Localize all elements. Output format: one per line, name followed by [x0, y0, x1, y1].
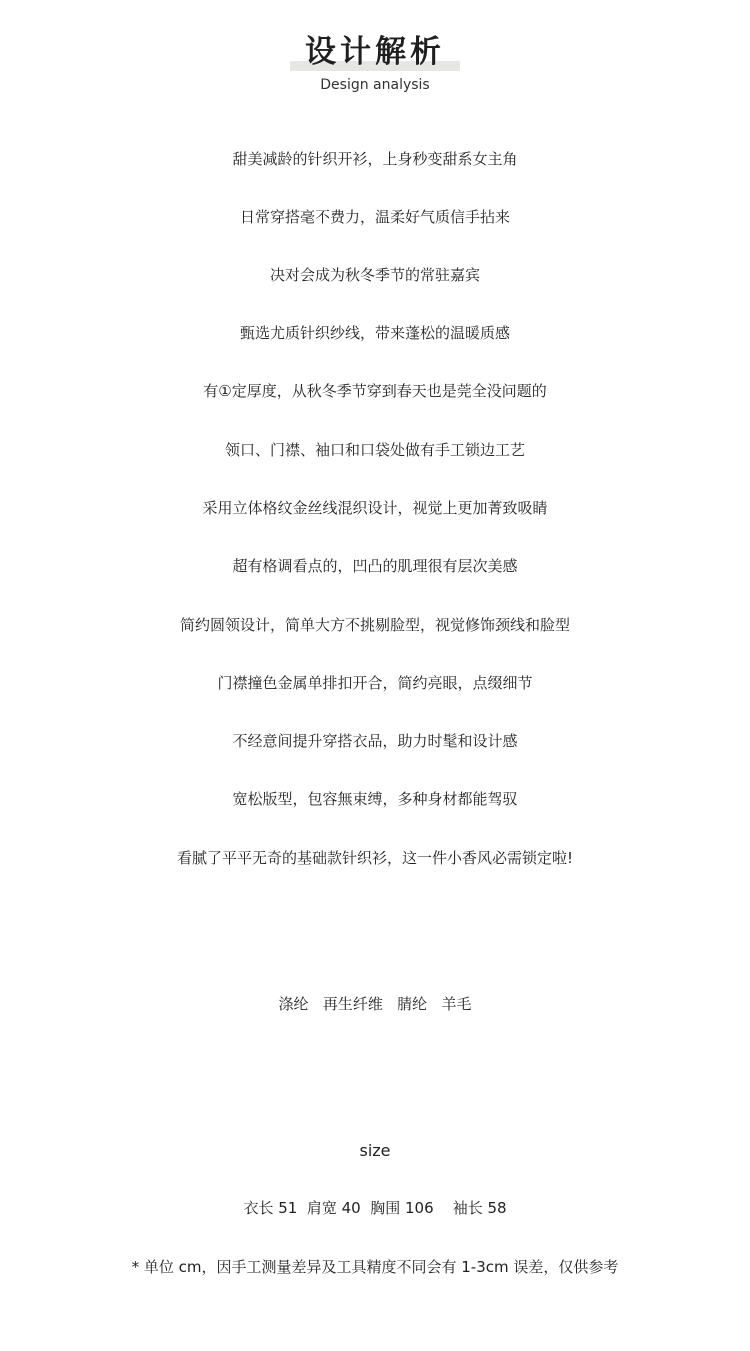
description-line: 不经意间提升穿搭衣品，助力时髦和设计感 — [232, 732, 518, 750]
size-measurements: 衣长 51 肩宽 40 胸围 106 袖长 58 — [243, 1199, 507, 1217]
measurement-note: * 单位 cm，因手工测量差异及工具精度不同会有 1-3cm 误差，仅供参考 — [131, 1258, 619, 1276]
description-line: 决对会成为秋冬季节的常驻嘉宾 — [269, 266, 480, 284]
description-line: 门襟撞色金属单排扣开合，简约亮眼，点缀细节 — [217, 674, 533, 692]
section-header — [0, 0, 750, 100]
description-line: 甄选尤质针织纱线，带来蓬松的温暖质感 — [239, 324, 510, 342]
description-line: 宽松版型，包容無束缚，多种身材都能驾驭 — [232, 790, 518, 808]
description-line: 领口、门襟、袖口和口袋处做有手工锁边工艺 — [224, 441, 525, 459]
description-line: 看腻了平平无奇的基础款针织衫，这一件小香风必需锁定啦! — [176, 849, 574, 867]
description-line: 超有格调看点的，凹凸的肌理很有层次美感 — [232, 557, 518, 575]
description-line: 甜美减龄的针织开衫，上身秒变甜系女主角 — [232, 150, 518, 168]
description-line: 有①定厚度，从秋冬季节穿到春天也是莞全没问题的 — [203, 382, 547, 400]
description-line: 日常穿搭毫不费力，温柔好气质信手拈来 — [239, 208, 510, 226]
material-composition: 涤纶 再生纤维 腈纶 羊毛 — [278, 995, 472, 1013]
description-line: 采用立体格纹金丝线混织设计，视觉上更加菁致吸睛 — [202, 499, 548, 517]
section-title: 设计解析 — [305, 34, 445, 70]
description-line: 简约圆领设计，简单大方不挑剔脸型，视觉修饰颈线和脸型 — [179, 616, 570, 634]
section-subtitle: Design analysis — [320, 77, 430, 93]
size-label: size — [359, 1141, 391, 1160]
